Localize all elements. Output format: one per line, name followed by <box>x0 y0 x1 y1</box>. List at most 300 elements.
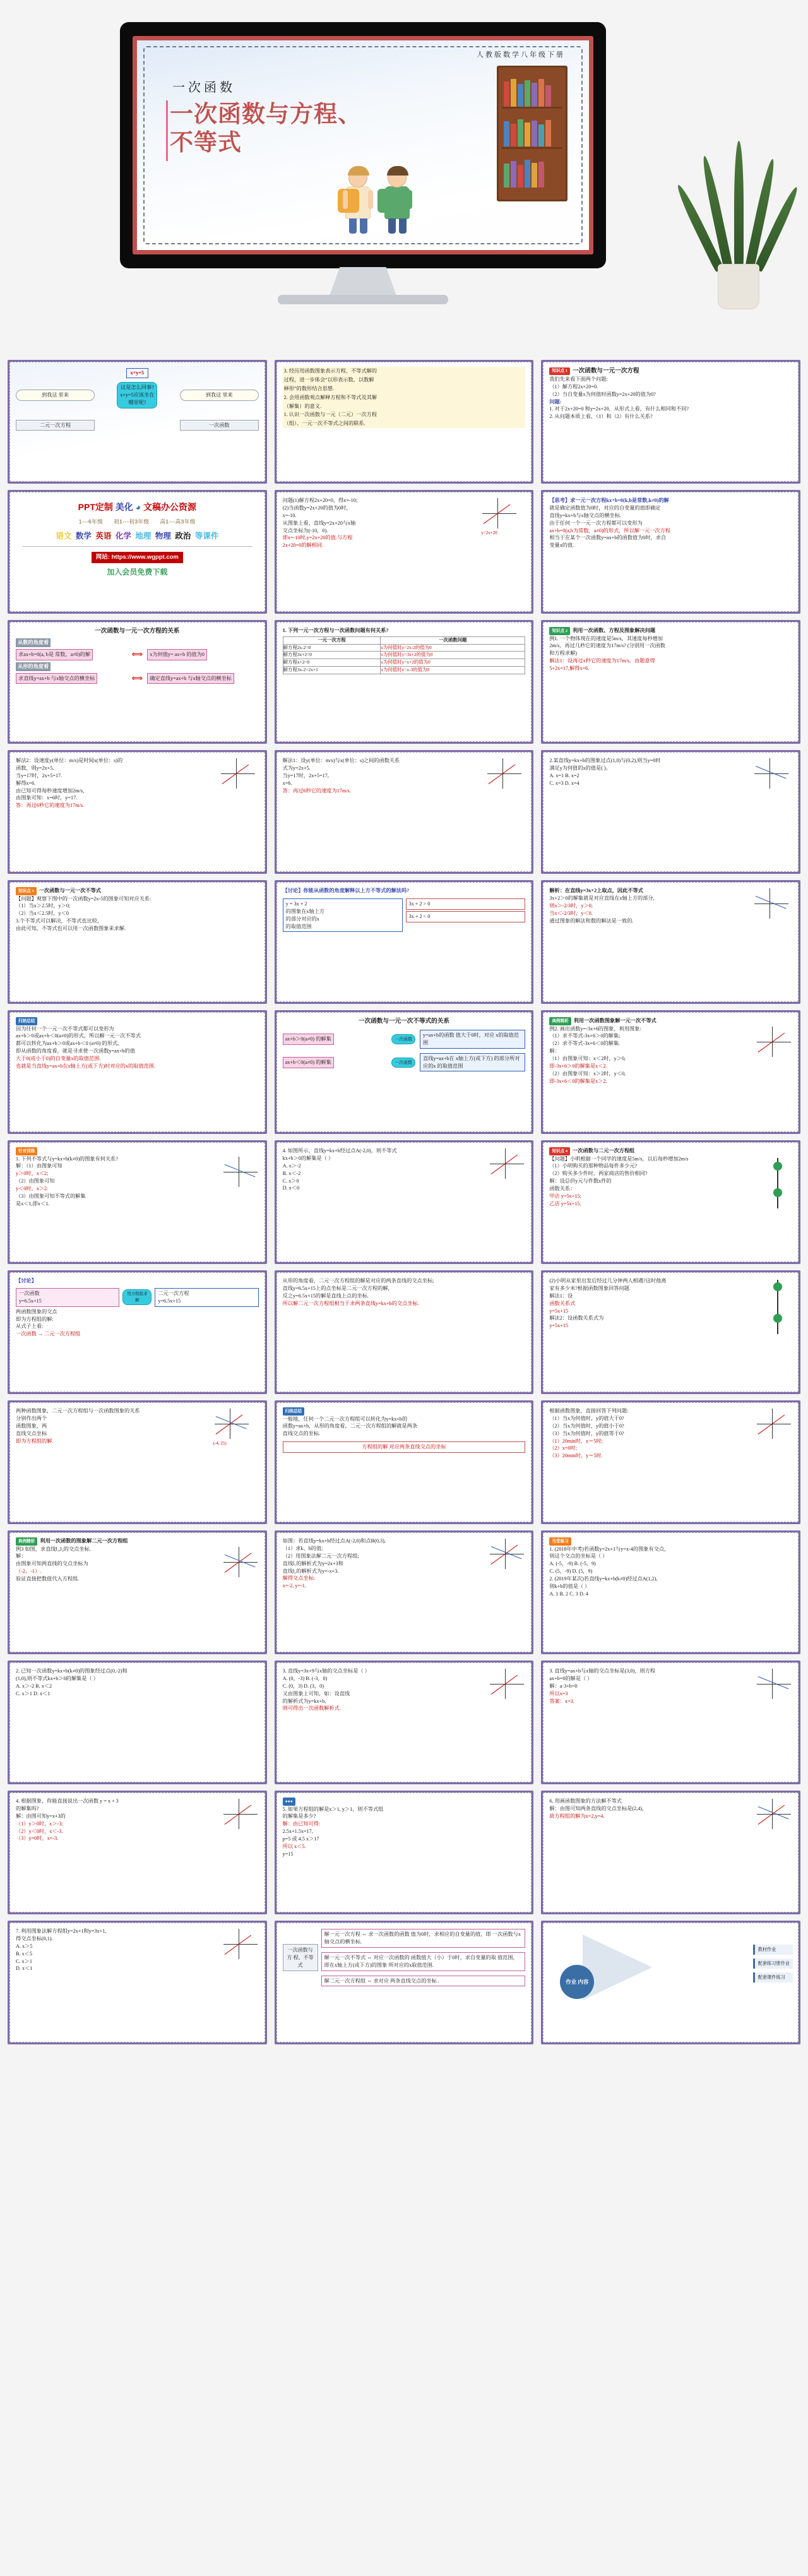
objective-line: 2. 会用函数观点解释方程和不等式及其解 <box>283 393 526 402</box>
slide-thumb-9[interactable] <box>541 620 800 744</box>
body-line: （3）20min时，y＝5时. <box>549 1453 603 1459</box>
choice-option[interactable]: A. (0，-3) B. (-3，0) <box>282 1675 328 1681</box>
body-line: 例3 如图，求直线l₁,l₂的交点坐标. <box>16 1546 91 1552</box>
slide-thumb-26[interactable] <box>275 1400 534 1524</box>
table-row: 解方程3x+2=0 x为何值时y=3x+2的值为0 <box>283 652 525 659</box>
body-line: 也就是当直线y=ax+b在x轴上方(或下方)时对应的x的取值范围. <box>16 1063 155 1069</box>
body-line: 2x+20=0的解相同. <box>282 542 324 549</box>
slide-thumb-15[interactable] <box>541 880 800 1004</box>
body-line: 从形的角度看，二元一次方程组的解是对应的两条直线的交点坐标; <box>282 1278 434 1284</box>
body-line: 函数关系： <box>549 1186 576 1192</box>
body-line: （1）由图象可知：x＜2时，y＞0, <box>549 1056 626 1062</box>
body-line: 故方程组的解为x=2,y=4. <box>549 1813 605 1819</box>
summary-item: 解二元一次方程组 ⇔ 求对应 两条直线交点的坐标 . <box>321 1976 526 1987</box>
slide-thumb-16[interactable] <box>8 1010 267 1134</box>
body-line: （2）当x为何值时，y的值小于0? <box>549 1422 624 1429</box>
node-dot <box>773 1162 782 1171</box>
homework-circle: 作业 内容 <box>560 1965 594 1999</box>
discussion-line: 的图象在x轴上方 <box>285 908 325 914</box>
body-line: 由图象可知：x=6时，y=17. <box>16 795 78 801</box>
slide-thumb-8[interactable] <box>275 620 534 744</box>
body-line: 即为方程组的解: <box>16 1316 54 1322</box>
body-line: 是x＜1,即x＜1. <box>16 1200 50 1207</box>
body-line: ax+b=0的解是（ ） <box>549 1675 593 1681</box>
slide-title-line2: 不等式 <box>170 130 242 157</box>
function-graph <box>489 1147 525 1180</box>
body-line: （1）求k、b的值; <box>282 1545 323 1551</box>
body-line: 答案：x=3. <box>549 1698 574 1704</box>
body-line: 就是确定函数值为0时，对应的自变量的值即确定 <box>549 504 661 511</box>
slide-thumb-1[interactable] <box>8 360 267 484</box>
slide-thumb-39-homework[interactable] <box>541 1921 800 2044</box>
choice-option[interactable]: D. x＜1 <box>16 1965 33 1972</box>
homework-item: 教材作业 <box>753 1945 793 1955</box>
body-line: 解： <box>549 1048 560 1054</box>
slide-title-line1: 一次函数与方程、 <box>170 102 362 128</box>
choice-option[interactable]: A. x＞5 <box>16 1943 33 1949</box>
col-header: 一次函数问题 <box>381 636 525 644</box>
table-row: 解方程x+2=0 x为何值时y=x+2的值为0 <box>283 659 525 667</box>
relation-box: 直线y=ax+b在 x轴上方(或下方) 的部分所对应的x 的取值范围 <box>420 1053 525 1072</box>
body-line: （1）当x为何值时，y的值大于0? <box>549 1415 624 1421</box>
body-line: 和方程求解) <box>549 650 577 657</box>
body-line: A. x=1 B. x=2 <box>549 772 579 778</box>
choice-option[interactable]: C. x＞1 D. x＜1 <box>16 1690 50 1696</box>
body-line: y=5x+15 <box>549 1323 569 1329</box>
ad-url-label: 网站: <box>95 553 110 561</box>
body-line: 问题(1)解方程2x+20=0，得x=-10; <box>282 498 358 503</box>
body-line: y=5x+15 <box>549 1308 569 1314</box>
slide-thumb-20[interactable] <box>275 1140 534 1264</box>
body-line: 又由图象上可知，如：设直线 <box>282 1690 350 1696</box>
body-line: 则k+b的值是（ ） <box>549 1583 590 1589</box>
function-graph <box>222 1546 259 1578</box>
slide-thumbnail-grid <box>0 360 808 2044</box>
example-tag: 典例精析 <box>16 1537 37 1546</box>
body-line: （3）y=0时，x=-3. <box>16 1835 59 1842</box>
body-line: 当y=17时，2x+5=17, <box>282 772 329 778</box>
relation-box: 求ax+b=0(a, b是 常数，a≠0)的解 <box>16 649 93 660</box>
function-graph <box>213 1407 258 1440</box>
homework-list <box>753 1945 793 1983</box>
body-line: 都可以转化为ax+b＞0或ax+b＜0 (a≠0) 的形式, <box>16 1041 119 1047</box>
left-bubble: 到我这 里来 <box>16 390 95 401</box>
practice-tag: 针对训练 <box>16 1147 37 1155</box>
body-line: 相当于在某个一次函数y=ax+b的函数值为0时，求自 <box>549 535 667 541</box>
body-line: 满足y为何值的x的值是( )。 <box>549 765 611 771</box>
body-line: 问题: <box>549 398 562 405</box>
body-line: 7. 利用图象法解方程组y=2x+1和y=3x+1, <box>16 1928 107 1934</box>
example-tag: 典例精析 <box>549 1017 571 1025</box>
perspective-label: 从数的角度看 <box>16 638 50 647</box>
body-line: 的解集吗? <box>16 1805 39 1811</box>
objective-line: （组）、一元一次不等式之间的联系. <box>283 419 526 428</box>
subject-item: 政治 <box>175 531 191 540</box>
double-arrow-icon: ⟺ <box>131 650 143 659</box>
body-line: 1. (2018年中考)若函数y=2x+1与y=x-4的图象有交点， <box>549 1546 670 1552</box>
double-arrow-icon: ⟺ <box>131 673 143 683</box>
body-line: 解得x=6. <box>16 780 36 786</box>
slide-thumb-5[interactable] <box>275 490 534 614</box>
summary-tag: 归纳总结 <box>16 1017 37 1025</box>
body-line: 函数y=ax+b，从形的角度看，二元一次方程组的解就是两条 <box>282 1423 418 1429</box>
left-head: 一次函数 <box>19 1290 40 1296</box>
slide-thumb-22[interactable] <box>8 1270 267 1394</box>
body-line: 直线l₁的解析式为y=2x+3和 <box>282 1560 343 1566</box>
slide-thumb-18[interactable] <box>541 1010 800 1134</box>
body-line: 我们先来看下面两个问题: <box>549 376 608 382</box>
body-line: 1. 下列不等式与y=kx+b(k≠0)的图象有何关系? <box>16 1155 119 1162</box>
body-line: 解：由图可知y=x+3的 <box>16 1813 66 1819</box>
body-line: 验证直接把数值代入方程组. <box>16 1576 80 1582</box>
body-line: 5. 如果方程组的解是x＞1, y＞1，则不等式组 <box>282 1806 384 1812</box>
body-line: C. x=3 D. x=4 <box>549 780 579 786</box>
body-line: 2.5x+1.5x=17, <box>282 1828 313 1835</box>
body-line: （2）用图象法解二元一次方程组; <box>282 1553 359 1559</box>
objective-line: 3. 经历用函数图象表示方程、不等式解的 <box>283 367 526 376</box>
choice-option[interactable]: A. x＞-2 B. x＜2 <box>16 1683 52 1689</box>
thought-bubble <box>117 382 157 408</box>
slide-thumb-13[interactable] <box>8 880 267 1004</box>
body-line: 直线y=kx+b与x轴交点的横坐标. <box>549 512 621 518</box>
slide-thumb-25[interactable] <box>8 1400 267 1524</box>
body-line: y=15 <box>282 1851 294 1857</box>
body-line: 两函数图象的交点 <box>16 1308 57 1315</box>
function-graph <box>753 757 790 790</box>
grade-item: 高1---高3年级 <box>160 518 196 525</box>
body-line: p=5 或 4.5 x＞17 <box>282 1836 319 1842</box>
body-line: 即为方程组的解. <box>16 1438 54 1444</box>
body-line: 的解集是多少? <box>282 1813 316 1820</box>
slide-thumb-34[interactable] <box>8 1791 267 1914</box>
relation-box: 求直线y=ax+b 与x轴交点的横坐标 <box>16 673 97 684</box>
body-line: 解：设总价y元与件数x件的 <box>549 1178 612 1184</box>
subject-item: 等课件 <box>194 531 219 540</box>
function-graph <box>753 887 790 920</box>
body-line: 甲店 y=5x+15; <box>549 1193 581 1199</box>
body-line: 即x=-10时,y=2x+20的值.与方程 <box>282 535 353 541</box>
grade-item: 初1---初3年级 <box>114 518 150 525</box>
slide-title: 一次函数与一元一次方程的关系 <box>95 628 180 635</box>
relation-table <box>283 636 526 674</box>
body-line: 函数图象，两 <box>16 1422 47 1429</box>
body-line: y＞0时，x＜2; <box>16 1171 49 1177</box>
thinking-head: 【思考】求一元一次方程kx+b=0(k,b是常数,k≠0)的解 <box>549 498 669 503</box>
body-line: 解法2：设函数关系式为 <box>549 1315 604 1321</box>
inequality-box: 3x + 2 < 0 <box>406 911 526 922</box>
function-graph <box>489 1667 525 1700</box>
quiz-tag: 当堂练习 <box>549 1537 571 1546</box>
body-line: 当y=17时，2x+5=17. <box>16 772 62 778</box>
ad-headline-c: 文稿办公资源 <box>143 502 197 512</box>
col-header: 一元一次方程 <box>283 636 381 644</box>
slide-thumb-33[interactable] <box>541 1661 800 1784</box>
knowledge-tag: 知识点 3 <box>16 887 37 895</box>
plant-decoration <box>704 120 773 309</box>
title-accent-line <box>166 100 168 161</box>
body-line: x=-2, y=-1. <box>282 1583 306 1589</box>
body-line: 【问题】小明根据一个同学的速度是5m/s，以后每秒增加2m/s <box>549 1155 689 1162</box>
body-line: 当x＜-2/3时，y＜0. <box>549 910 593 916</box>
discussion-line: y = 3x + 2 <box>285 900 307 907</box>
body-line: 根据函数图象，直接回答下列问题: <box>549 1408 629 1414</box>
slide-thumb-23[interactable] <box>275 1270 534 1394</box>
body-line: 交点坐标为(-10，0). <box>282 527 328 534</box>
body-line: 分别作出两个 <box>16 1415 47 1421</box>
slide-thumb-17[interactable] <box>275 1010 534 1134</box>
choice-option[interactable]: C. (0，3) D. (3，0) <box>282 1683 324 1689</box>
slide-thumb-30[interactable] <box>541 1530 800 1654</box>
objective-line: 释形”的数形结合思想. <box>283 385 526 393</box>
table-row: 解方程3x-2=2x+1 x为何值时y=x-3的值为0 <box>283 666 525 674</box>
body-line: 直线交点的坐标. <box>282 1431 321 1437</box>
body-line: 答：再过6秒它的速度为17m/s. <box>16 802 85 809</box>
body-line: x=6. <box>282 780 292 786</box>
slide-thumb-11[interactable] <box>275 750 534 874</box>
quiz-tag: ●●● <box>283 1798 295 1806</box>
slide-thumb-24[interactable] <box>541 1270 800 1394</box>
slide-thumb-4-ad[interactable] <box>8 490 267 614</box>
homework-item: 配套练习册作业 <box>753 1959 793 1969</box>
body-line: 则可得出一次函数解析式. <box>282 1705 341 1712</box>
body-line: (2)小明从家里出发后经过几分钟两人相遇?这时他离 <box>549 1278 667 1284</box>
body-line: 3.个不等式可以解决，不等式也比较， <box>16 918 103 924</box>
ad-headline-a: PPT定制 <box>78 502 113 512</box>
knowledge-tag: 知识点 2 <box>549 627 570 635</box>
student-boy-illustration <box>384 169 410 234</box>
body-line: 的解析式为y=kx+b, <box>282 1698 326 1704</box>
body-line: 从图象上看，直线y=2x+20与x轴 <box>282 520 356 526</box>
bookshelf-illustration <box>497 66 567 201</box>
body-line: 【问题】观察下图中的一次函数y=2x-5的图象可知对应关系: <box>16 895 152 902</box>
discussion-tag: 【讨论】 <box>16 1278 37 1284</box>
perspective-label: 从形的角度看 <box>16 662 50 671</box>
choice-option[interactable]: A. (-5，-9) B. (-5，9) <box>549 1561 596 1567</box>
body-line: 例2. 画出函数y=-3x+6的图象，利用图象: <box>549 1025 641 1032</box>
slide-thumb-38-summary[interactable] <box>275 1921 534 2044</box>
slide-thumb-7[interactable] <box>8 620 267 744</box>
subject-item: 英语 <box>95 531 112 540</box>
choice-option[interactable]: C. (5，-9) D. (5，9) <box>549 1568 593 1575</box>
slide-thumb-29[interactable] <box>275 1530 534 1654</box>
body-line: （1）解方程2x+20=0. <box>549 383 598 390</box>
body-line: 2.某直线y=kx+b的图象过点(1,0)与(0,2),则当y=0时 <box>549 758 661 763</box>
body-line: （3）当x为何值时，y的值等于0? <box>549 1430 624 1436</box>
function-graph <box>481 497 518 530</box>
relation-box: 确定直线y=ax+b 与x轴交点的横坐标 <box>147 673 234 684</box>
body-line: 解法2：设速度y(单位：m/s)是时间x(单位：s)的 <box>16 758 123 763</box>
subject-item: 数学 <box>75 531 92 540</box>
slide-main-title <box>170 100 435 157</box>
right-concept-box: 一次函数 <box>180 420 259 431</box>
eq-badge: x+y=5 <box>126 368 149 378</box>
ad-headline-b: 美化 <box>115 502 133 512</box>
summary-item: 解一元一次不等式 ⇔ 对应一次函数的 函数值大（小）于0时，求自变量的取 值范围，即在x轴上方(或下方)的图象 所对应的x取值范围. <box>321 1952 526 1971</box>
choice-option[interactable]: C. x＞0 <box>282 1178 299 1184</box>
body-line: 4. 如图所示，直线y=kx+b经过点A(-2,0)，则不等式 <box>282 1148 397 1154</box>
right-head2: y=6.5x+15 <box>158 1297 181 1304</box>
body-line: 通过图象的解法和数的解法是一致的. <box>549 917 634 924</box>
objective-line: （解集）的意义. <box>283 402 526 411</box>
body-line: 由已知可得每秒速度增加2m/s， <box>16 787 88 794</box>
body-line: 由图象可知两直线的交点坐标为 <box>16 1561 88 1567</box>
body-line: 解：a·3+b=0 <box>549 1683 578 1689</box>
choice-option[interactable]: A. x＞-2 <box>282 1162 301 1169</box>
body-line: 3x+2＞0的解集就是对应直线在x轴上方的部分, <box>549 895 655 901</box>
slide-thumb-12[interactable] <box>541 750 800 874</box>
body-line: （2）求不等式-3x+6＜0的解集. <box>549 1041 621 1047</box>
monitor-stand-neck <box>329 267 397 297</box>
body-line: 函数，则y=2x+5, <box>16 765 54 771</box>
objective-line: 过程，进一步体会“以形表示数，以数解 <box>283 376 526 385</box>
body-line: 解：由已知可得: <box>282 1821 321 1827</box>
left-concept-box: 二元一次方程 <box>16 420 95 431</box>
slide-thumb-6[interactable] <box>541 490 800 614</box>
body-line: 乙店 y=5x+15. <box>549 1200 581 1207</box>
slide-title: 一次函数与一元一次方程 <box>573 367 639 374</box>
choice-option[interactable]: D. x＜0 <box>282 1185 300 1191</box>
body-line: （2）由图象可知：x＞2时，y＜0, <box>549 1070 626 1076</box>
slide-thumb-35[interactable] <box>275 1791 534 1914</box>
subject-item: 化学 <box>115 531 131 540</box>
ad-free-download: 加入会员免费下载 <box>107 567 168 576</box>
body-line: (2)当函数y=2x+20的值为0时， <box>282 504 352 511</box>
body-line: 5+2x=17,解得x=6. <box>549 665 590 672</box>
subject-item: 地理 <box>135 531 152 540</box>
slide-thumb-27[interactable] <box>541 1400 800 1524</box>
homework-item: 配套课件练习 <box>753 1972 793 1983</box>
subject-item: 语文 <box>56 531 72 540</box>
slide-thumb-37[interactable] <box>8 1921 267 2044</box>
body-line: 因为任何一个一元一次不等式都可以变形为 <box>16 1025 114 1032</box>
summary-item: 解一元一次方程 ⇔ 求一次函数的函数 值为0时，求相应的自变量的值，即 一次函数与x轴交点的横坐标. <box>321 1929 526 1948</box>
node-dot <box>773 1314 782 1323</box>
body-line: （1）当x＞2.5时，y＞0; <box>16 903 71 909</box>
body-line: 解法1：设y(单位：m/s)与x(单位：s)之间的函数关系 <box>282 758 400 763</box>
choice-option[interactable]: C. x＞1 <box>16 1958 32 1964</box>
body-line: 一般地，任何一个二元一次方程组可以转化为y=kx+b的 <box>282 1416 408 1422</box>
ad-website[interactable] <box>92 552 183 563</box>
mid-label: 一次函数 <box>391 1058 415 1068</box>
choice-option[interactable]: A. 1 B. 2 C. 3 D. 4 <box>549 1590 588 1597</box>
body-line: 3. 直线y=ax+b与x轴的交点坐标是(3,0)，则方程 <box>549 1668 656 1674</box>
slide-thumb-28[interactable] <box>8 1530 267 1654</box>
slide-thumb-14[interactable] <box>275 880 534 1004</box>
node-dot <box>773 1188 782 1197</box>
body-line: 直线交点坐标 <box>16 1430 47 1436</box>
slide-title: 利用一次函数的图象解二元一次方程组 <box>40 1538 128 1544</box>
slide-thumb-31[interactable] <box>8 1661 267 1784</box>
student-girl-illustration <box>345 169 371 234</box>
body-line: 所以x=3 <box>549 1690 568 1696</box>
body-line: 一次函数 → 二元一次方程组 <box>16 1331 81 1337</box>
bubble-line3: 哪里呢? <box>128 399 146 405</box>
function-graph <box>486 757 523 790</box>
body-line: 2. 从问题本质上看，（1）和（2）有什么关系? <box>549 414 653 420</box>
body-line: 得交点坐标(0,1). <box>16 1935 53 1941</box>
body-line: （2）x=0时; <box>549 1445 578 1452</box>
right-bubble: 到我这 里来 <box>180 390 259 401</box>
bubble-line1: 这是怎么回事? <box>120 384 154 390</box>
body-line: 反之y=6.5x+15的解是直线上点的坐标. <box>282 1292 369 1299</box>
slide-course-header: 人教版数学八年级下册 <box>477 51 565 59</box>
body-line: 6. 用画函数图象的方法解不等式 <box>549 1798 622 1804</box>
slide-thumb-32[interactable] <box>275 1661 534 1784</box>
body-line: x=-10. <box>282 512 297 518</box>
plant-pot <box>718 264 759 309</box>
body-line: （2）y＜0时，x＜-3. <box>16 1828 63 1834</box>
slide-thumb-10[interactable] <box>8 750 267 874</box>
body-line: 直线y=6.5x+15上的点坐标是二元一次方程的解， <box>282 1285 393 1291</box>
body-line: ax+b＞0或ax+b＜0(a≠0)的形式，所以解一元一次不等式 <box>16 1033 141 1039</box>
body-line: 家有多少米?根据函数图象回答问题. <box>549 1285 631 1291</box>
conclusion-box: 方程组的解 对应两条直线交点的坐标 <box>283 1441 526 1453</box>
body-line: 解：（1）由图象可知 <box>16 1163 62 1169</box>
function-graph <box>222 1155 259 1188</box>
body-line: 则这个交点的坐标是（ ） <box>549 1553 608 1559</box>
right-head: 二元一次方程 <box>158 1290 189 1296</box>
slide-thumb-3[interactable] <box>541 360 800 484</box>
bubble-line2: x+y=5应该坐在 <box>120 391 155 398</box>
summary-left-label: 一次函数与方 程、不等式 <box>283 1944 318 1971</box>
ad-headline: PPT定制 美化 ◕ 文稿办公资源 <box>78 502 197 512</box>
body-line: 解得交点坐标: <box>282 1575 316 1582</box>
body-line: （1）y＞0时，x＞-3; <box>16 1820 63 1827</box>
body-line: 2m/s，再过几秒它的速度为17m/s? (分别用一次函数 <box>549 643 665 649</box>
function-graph <box>489 1537 525 1570</box>
body-line: 由此可知，不等式也可以用一次函数图象来求解. <box>16 926 126 932</box>
slide-thumb-21[interactable] <box>541 1140 800 1264</box>
slide-thumb-19[interactable] <box>8 1140 267 1264</box>
body-line: 函数关系式 <box>549 1300 576 1306</box>
slide-title: 一次函数与一元一次不等式 <box>39 888 101 894</box>
body-line: 所以 x＜5. <box>282 1844 306 1849</box>
ad-subjects <box>16 530 259 542</box>
body-line: （-2，-1）. <box>16 1568 42 1575</box>
knowledge-tag: 知识点 4 <box>549 1147 570 1155</box>
discussion-line: 的部分对应的x <box>285 915 319 922</box>
body-line: 直线l₂的解析式为y=-x+3. <box>282 1568 339 1574</box>
body-line: （1）20min时，x＝5时; <box>549 1438 603 1444</box>
body-line: 解：由图可知两条直线的交点坐标是(2,4)， <box>549 1805 648 1811</box>
body-line: 例1. 一个物体现在的速度是5m/s，其速度每秒增加 <box>549 635 663 641</box>
ad-url-value: https://www.wgppt.com <box>111 553 179 561</box>
inequality-box: 3x + 2 > 0 <box>406 898 526 910</box>
ad-grades <box>16 518 259 525</box>
relation-box: ax+b＜0(a≠0) 的解集 <box>283 1057 334 1068</box>
hero-section <box>0 0 808 366</box>
slide-title: 利用一次函数图象解一元一次不等式 <box>573 1018 656 1024</box>
choice-option[interactable]: B. x＜5 <box>16 1950 32 1957</box>
subject-item: 物理 <box>155 531 171 540</box>
body-line: （1）小明购买的那种物品每件多少元? <box>549 1163 638 1169</box>
body-line: kx+b＞0的解集是（ ） <box>282 1155 334 1161</box>
body-line: （2）由图象可知 <box>16 1178 55 1184</box>
body-line: 3. 直线y=3x+9与x轴的交点坐标是（ ） <box>282 1668 370 1674</box>
slide-thumb-36[interactable] <box>541 1791 800 1914</box>
function-graph <box>222 1798 259 1830</box>
slide-thumb-2[interactable] <box>275 360 534 484</box>
choice-option[interactable]: B. x＜-2 <box>282 1170 301 1176</box>
function-graph <box>756 1798 792 1830</box>
function-graph <box>756 1667 792 1700</box>
body-line: 1. 对于2x+20=0 和y=2x+20，从形式上看，有什么相同和不同? <box>549 406 689 412</box>
grade-item: 1---6年级 <box>78 518 104 525</box>
body-line: 式为y=2x+5. <box>282 765 311 771</box>
monitor-mockup <box>120 22 606 309</box>
mid-label: 用方程组求解 <box>122 1289 152 1305</box>
body-line: 答：再过6秒它的速度为17m/s. <box>282 787 351 794</box>
